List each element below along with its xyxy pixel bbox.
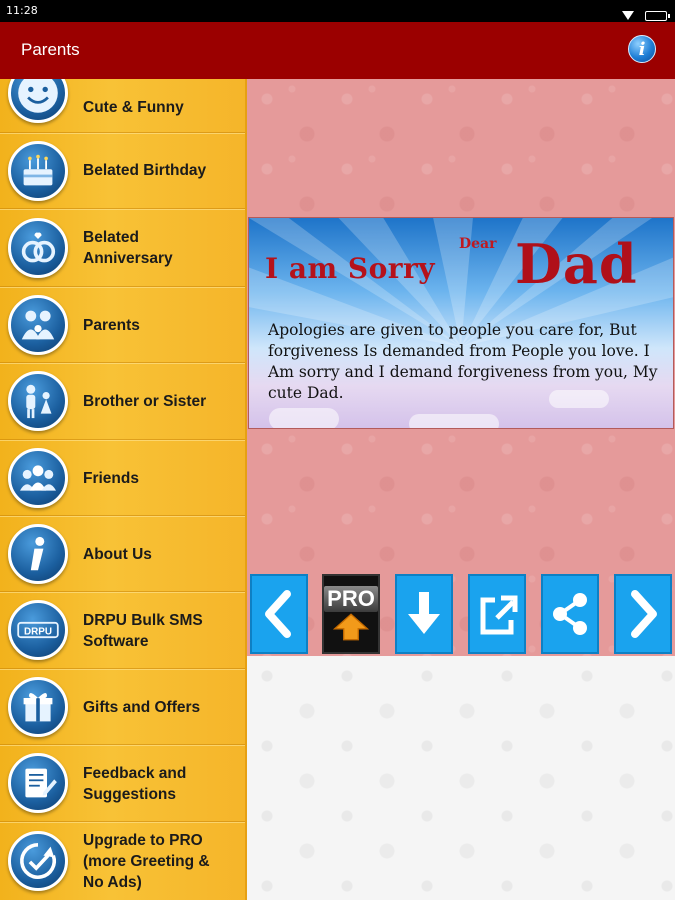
open-external-icon: [475, 588, 519, 640]
status-time: 11:28: [6, 4, 38, 17]
family-icon: [8, 295, 68, 355]
cloud-shape: [409, 414, 499, 429]
sidebar-item-cute-funny[interactable]: [0, 79, 247, 133]
siblings-icon: [8, 371, 68, 431]
info-icon: [8, 524, 68, 584]
gift-icon: [8, 677, 68, 737]
sidebar-item-label: DRPU Bulk SMS Software: [83, 612, 203, 650]
app-bar: [0, 22, 675, 79]
feedback-icon: [8, 753, 68, 813]
card-message: Apologies are given to people you care for, But forgiveness Is demanded from People you love. I Am sorry and I demand forgiveness from you, My cute Dad.: [268, 321, 658, 402]
card-recipient: Dad: [515, 232, 638, 296]
sidebar-item-drpu-bulk-sms[interactable]: [0, 592, 247, 669]
wifi-icon: [622, 11, 634, 20]
sidebar-item-brother-sister[interactable]: [0, 363, 247, 440]
sidebar-item-label: Feedback and Suggestions: [83, 765, 187, 803]
card-heading: I am Sorry: [265, 252, 436, 285]
sidebar-item-label: Brother or Sister: [83, 393, 207, 410]
rings-icon: [8, 218, 68, 278]
friends-icon: [8, 448, 68, 508]
sidebar-item-upgrade-pro[interactable]: [0, 822, 247, 900]
sidebar-item-label: Upgrade to PRO (more Greeting & No Ads): [83, 832, 210, 891]
app-title: Parents: [21, 40, 80, 59]
previous-icon: [257, 588, 301, 640]
sidebar-item-friends[interactable]: [0, 440, 247, 516]
sidebar-item-gifts-offers[interactable]: [0, 669, 247, 745]
smiley-icon: [8, 79, 68, 123]
open-external-button[interactable]: [468, 574, 526, 654]
cake-icon: [8, 141, 68, 201]
share-button[interactable]: [541, 574, 599, 654]
download-icon: [402, 588, 446, 640]
sidebar-item-feedback[interactable]: [0, 745, 247, 822]
grey-pattern-background: [247, 656, 675, 900]
sidebar-item-belated-birthday[interactable]: [0, 133, 247, 209]
next-button[interactable]: [614, 574, 672, 654]
next-icon: [621, 588, 665, 640]
drpu-logo-text: DRPU: [24, 626, 52, 638]
sidebar-item-label: Cute & Funny: [83, 99, 184, 116]
sidebar-item-parents[interactable]: [0, 287, 247, 363]
cloud-shape: [269, 408, 339, 429]
download-button[interactable]: [395, 574, 453, 654]
status-bar: [0, 0, 675, 22]
upgrade-icon: [8, 831, 68, 891]
sidebar-item-label: Belated Anniversary: [83, 229, 173, 267]
sidebar-item-label: Friends: [83, 470, 139, 487]
upgrade-pro-icon: [331, 612, 371, 642]
sidebar-item-label: Gifts and Offers: [83, 699, 201, 716]
battery-icon: [645, 11, 667, 21]
pro-label: PRO: [324, 586, 378, 612]
card-viewer: [247, 79, 675, 900]
previous-button[interactable]: [250, 574, 308, 654]
card-dear: Dear: [459, 236, 497, 252]
sidebar-item-about-us[interactable]: [0, 516, 247, 592]
upgrade-pro-button[interactable]: [322, 574, 380, 654]
greeting-card: [248, 217, 674, 429]
sidebar-menu: [0, 79, 247, 900]
sidebar-item-label: About Us: [83, 546, 152, 563]
drpu-logo-icon: [8, 600, 68, 660]
sidebar-item-label: Belated Birthday: [83, 162, 207, 179]
sidebar-item-belated-anniversary[interactable]: [0, 209, 247, 287]
share-icon: [548, 588, 592, 640]
sidebar-item-label: Parents: [83, 317, 140, 334]
info-icon[interactable]: i: [628, 35, 656, 63]
